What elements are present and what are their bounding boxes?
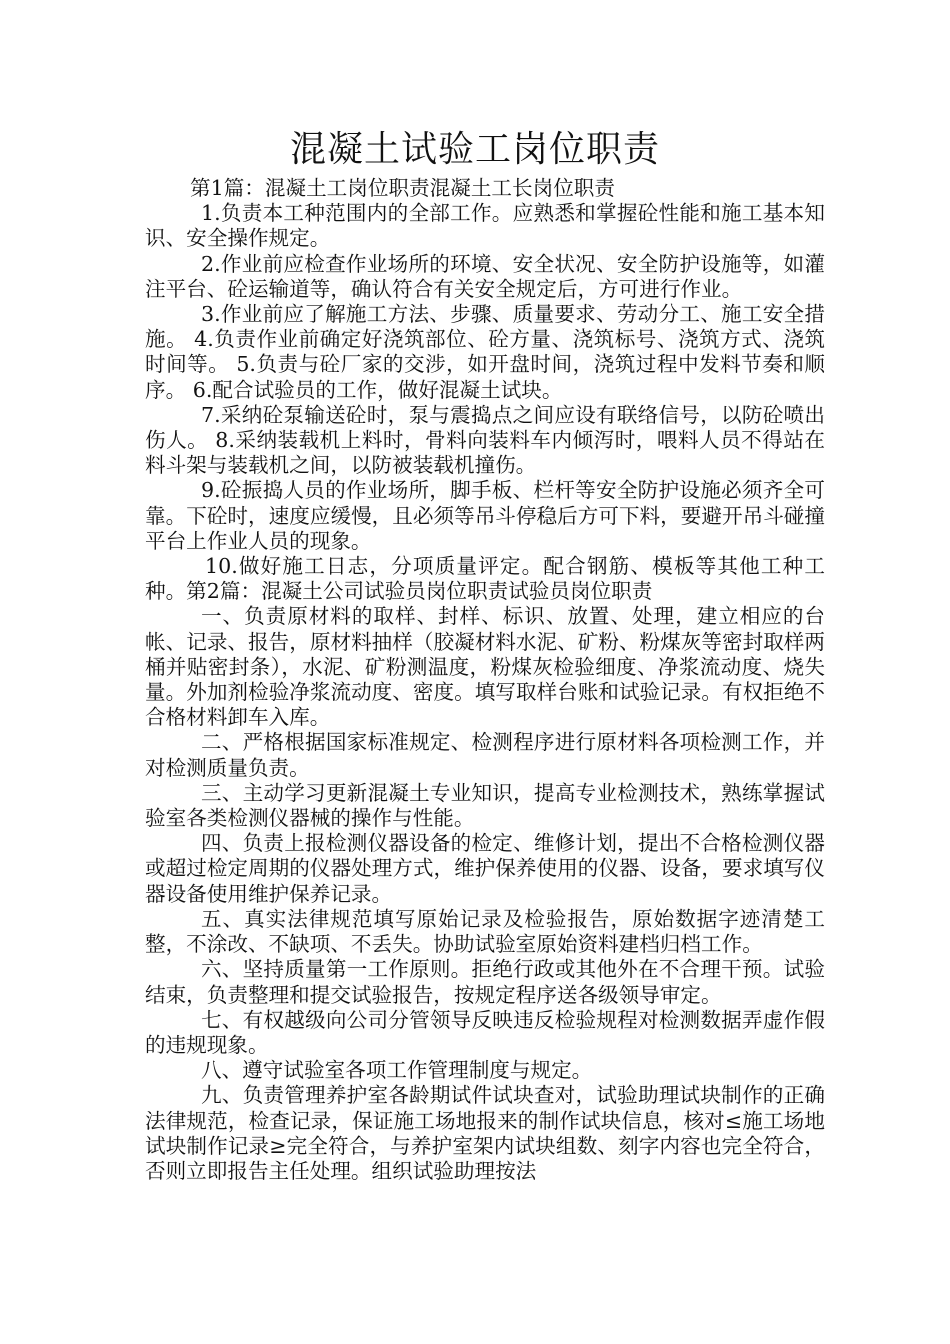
- paragraph-duty-9: 九、负责管理养护室各龄期试件试块查对，试验助理试块制作的正确法律规范，检查记录，保证施工场地报来的制作试块信息，核对≤施工场地试块制作记录≥完全符合，与养护室架内试块组数、刻字内容也完全符合，否则立即报告主任处理。组织试验助理按法: [145, 1083, 825, 1183]
- document-title: 混凝土试验工岗位职责: [289, 129, 660, 170]
- paragraph-duty-4: 四、负责上报检测仪器设备的检定、维修计划，提出不合格检测仪器或超过检定周期的仪器处理方式，维护保养使用的仪器、设备，要求填写仪器设备使用维护保养记录。: [145, 831, 825, 906]
- paragraph-duty-3: 三、主动学习更新混凝土专业知识，提高专业检测技术，熟练掌握试验室各类检测仪器械的操作与性能。: [145, 780, 825, 831]
- paragraph-duty-8: 八、遵守试验室各项工作管理制度与规定。: [201, 1058, 593, 1083]
- paragraph-duty-7: 七、有权越级向公司分管领导反映违反检验规程对检测数据弄虚作假的违规现象。: [145, 1007, 825, 1057]
- paragraph-item-3-6: 3.作业前应了解施工方法、步骤、质量要求、劳动分工、施工安全措施。 4.负责作业前确定好浇筑部位、砼方量、浇筑标号、浇筑方式、浇筑时间等。 5.负责与砼厂家的交涉，如开盘时间，浇筑过程中发料节奏和顺序。 6.配合试验员的工作，做好混凝土试块。: [145, 302, 825, 402]
- document-body: [145, 176, 825, 1184]
- paragraph-duty-6: 六、坚持质量第一工作原则。拒绝行政或其他外在不合理干预。试验结束，负责整理和提交试验报告，按规定程序送各级领导审定。: [145, 957, 825, 1007]
- paragraph-duty-2: 二、严格根据国家标准规定、检测程序进行原材料各项检测工作，并对检测质量负责。: [145, 730, 825, 780]
- paragraph-item-10: 10.做好施工日志，分项质量评定。配合钢筋、模板等其他工种工种。第2篇：混凝土公司试验员岗位职责试验员岗位职责: [145, 554, 825, 604]
- paragraph-duty-5: 五、真实法律规范填写原始记录及检验报告，原始数据字迹清楚工整，不涂改、不缺项、不丢失。协助试验室原始资料建档归档工作。: [145, 906, 825, 957]
- paragraph-item-2: 2.作业前应检查作业场所的环境、安全状况、安全防护设施等，如灌注平台、砼运输道等，确认符合有关安全规定后，方可进行作业。: [145, 251, 825, 301]
- paragraph-item-1: 1.负责本工种范围内的全部工作。应熟悉和掌握砼性能和施工基本知识、安全操作规定。: [145, 201, 825, 251]
- paragraph-duty-1: 一、负责原材料的取样、封样、标识、放置、处理，建立相应的台帐、记录、报告，原材料抽样（胶凝材料水泥、矿粉、粉煤灰等密封取样两桶并贴密封条），水泥、矿粉测温度，粉煤灰检验细度、净浆流动度、烧失量。外加剂检验净浆流动度、密度。填写取样台账和试验记录。有权拒绝不合格材料卸车入库。: [145, 604, 825, 730]
- paragraph-item-7-8: 7.采纳砼泵输送砼时，泵与震捣点之间应设有联络信号，以防砼喷出伤人。 8.采纳装载机上料时，骨料向装料车内倾泻时，喂料人员不得站在料斗架与装载机之间，以防被装载机撞伤。: [145, 402, 825, 478]
- paragraph-part1-heading: 第1篇：混凝土工岗位职责混凝土工长岗位职责: [190, 176, 615, 200]
- paragraph-item-9: 9.砼振捣人员的作业场所，脚手板、栏杆等安全防护设施必须齐全可靠。下砼时，速度应缓慢，且必须等吊斗停稳后方可下料，要避开吊斗碰撞平台上作业人员的现象。: [145, 478, 825, 553]
